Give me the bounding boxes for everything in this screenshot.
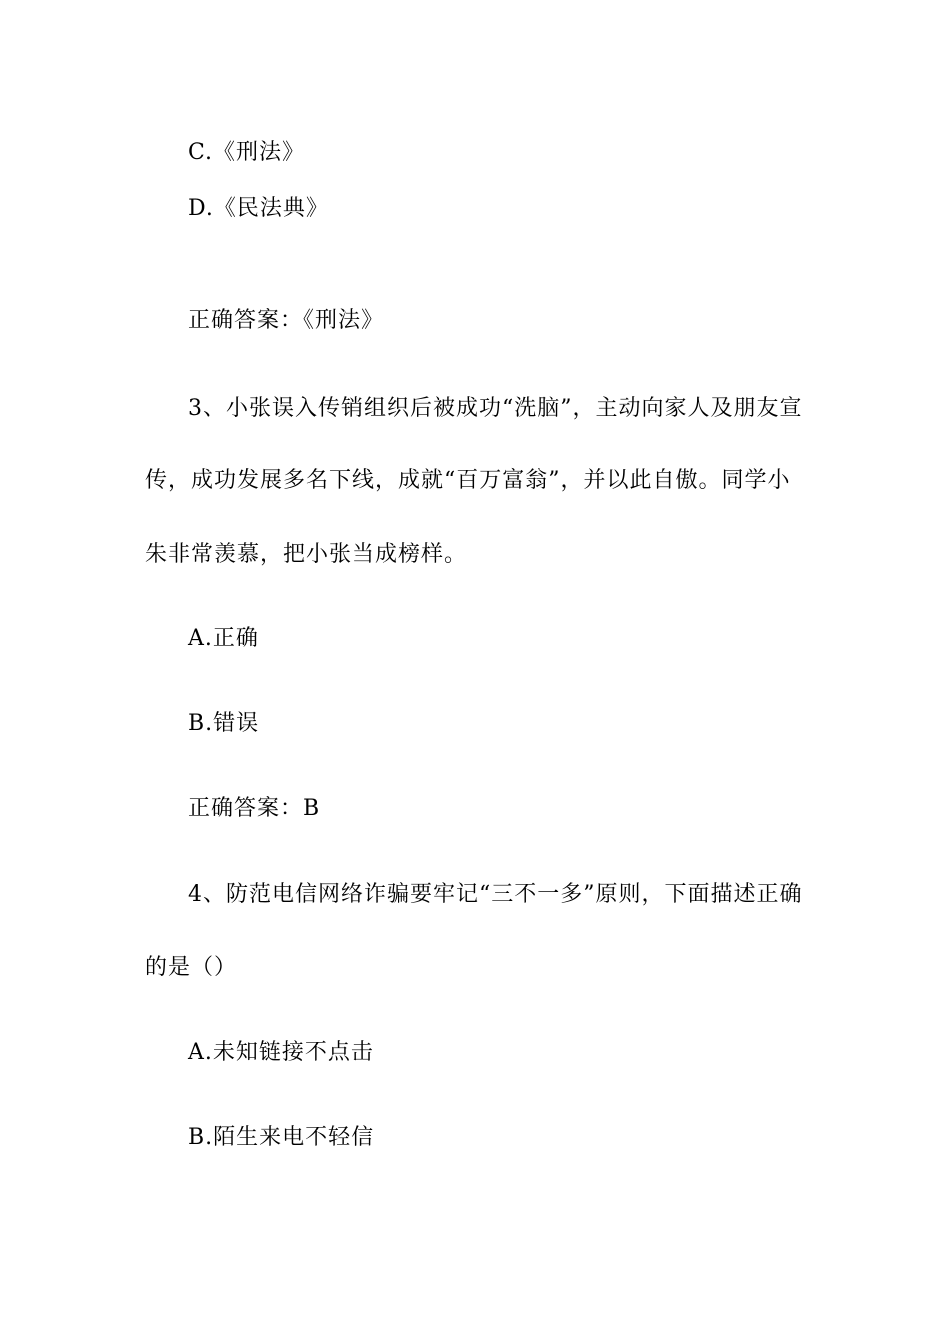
q4-question-line-1: 4、防范电信网络诈骗要牢记“三不一多”原则，下面描述正确 <box>188 882 803 907</box>
q3-question-line-2: 传，成功发展多名下线，成就“百万富翁”，并以此自傲。同学小 <box>145 468 791 493</box>
q3-question-line-1: 3、小张误入传销组织后被成功“洗脑”，主动向家人及朋友宣 <box>188 396 803 421</box>
q3-answer: 正确答案：B <box>188 796 321 821</box>
q3-option-a: A.正确 <box>188 626 259 651</box>
q4-question-line-2: 的是（） <box>145 955 238 980</box>
q2-option-d: D.《民法典》 <box>188 196 329 221</box>
q3-option-b: B.错误 <box>188 711 260 736</box>
q4-option-b: B.陌生来电不轻信 <box>188 1125 375 1150</box>
q3-question-line-3: 朱非常羡慕，把小张当成榜样。 <box>145 542 468 567</box>
q2-answer: 正确答案：《刑法》 <box>188 308 385 333</box>
q4-option-a: A.未知链接不点击 <box>188 1040 374 1065</box>
q2-option-c: C.《刑法》 <box>188 140 306 165</box>
